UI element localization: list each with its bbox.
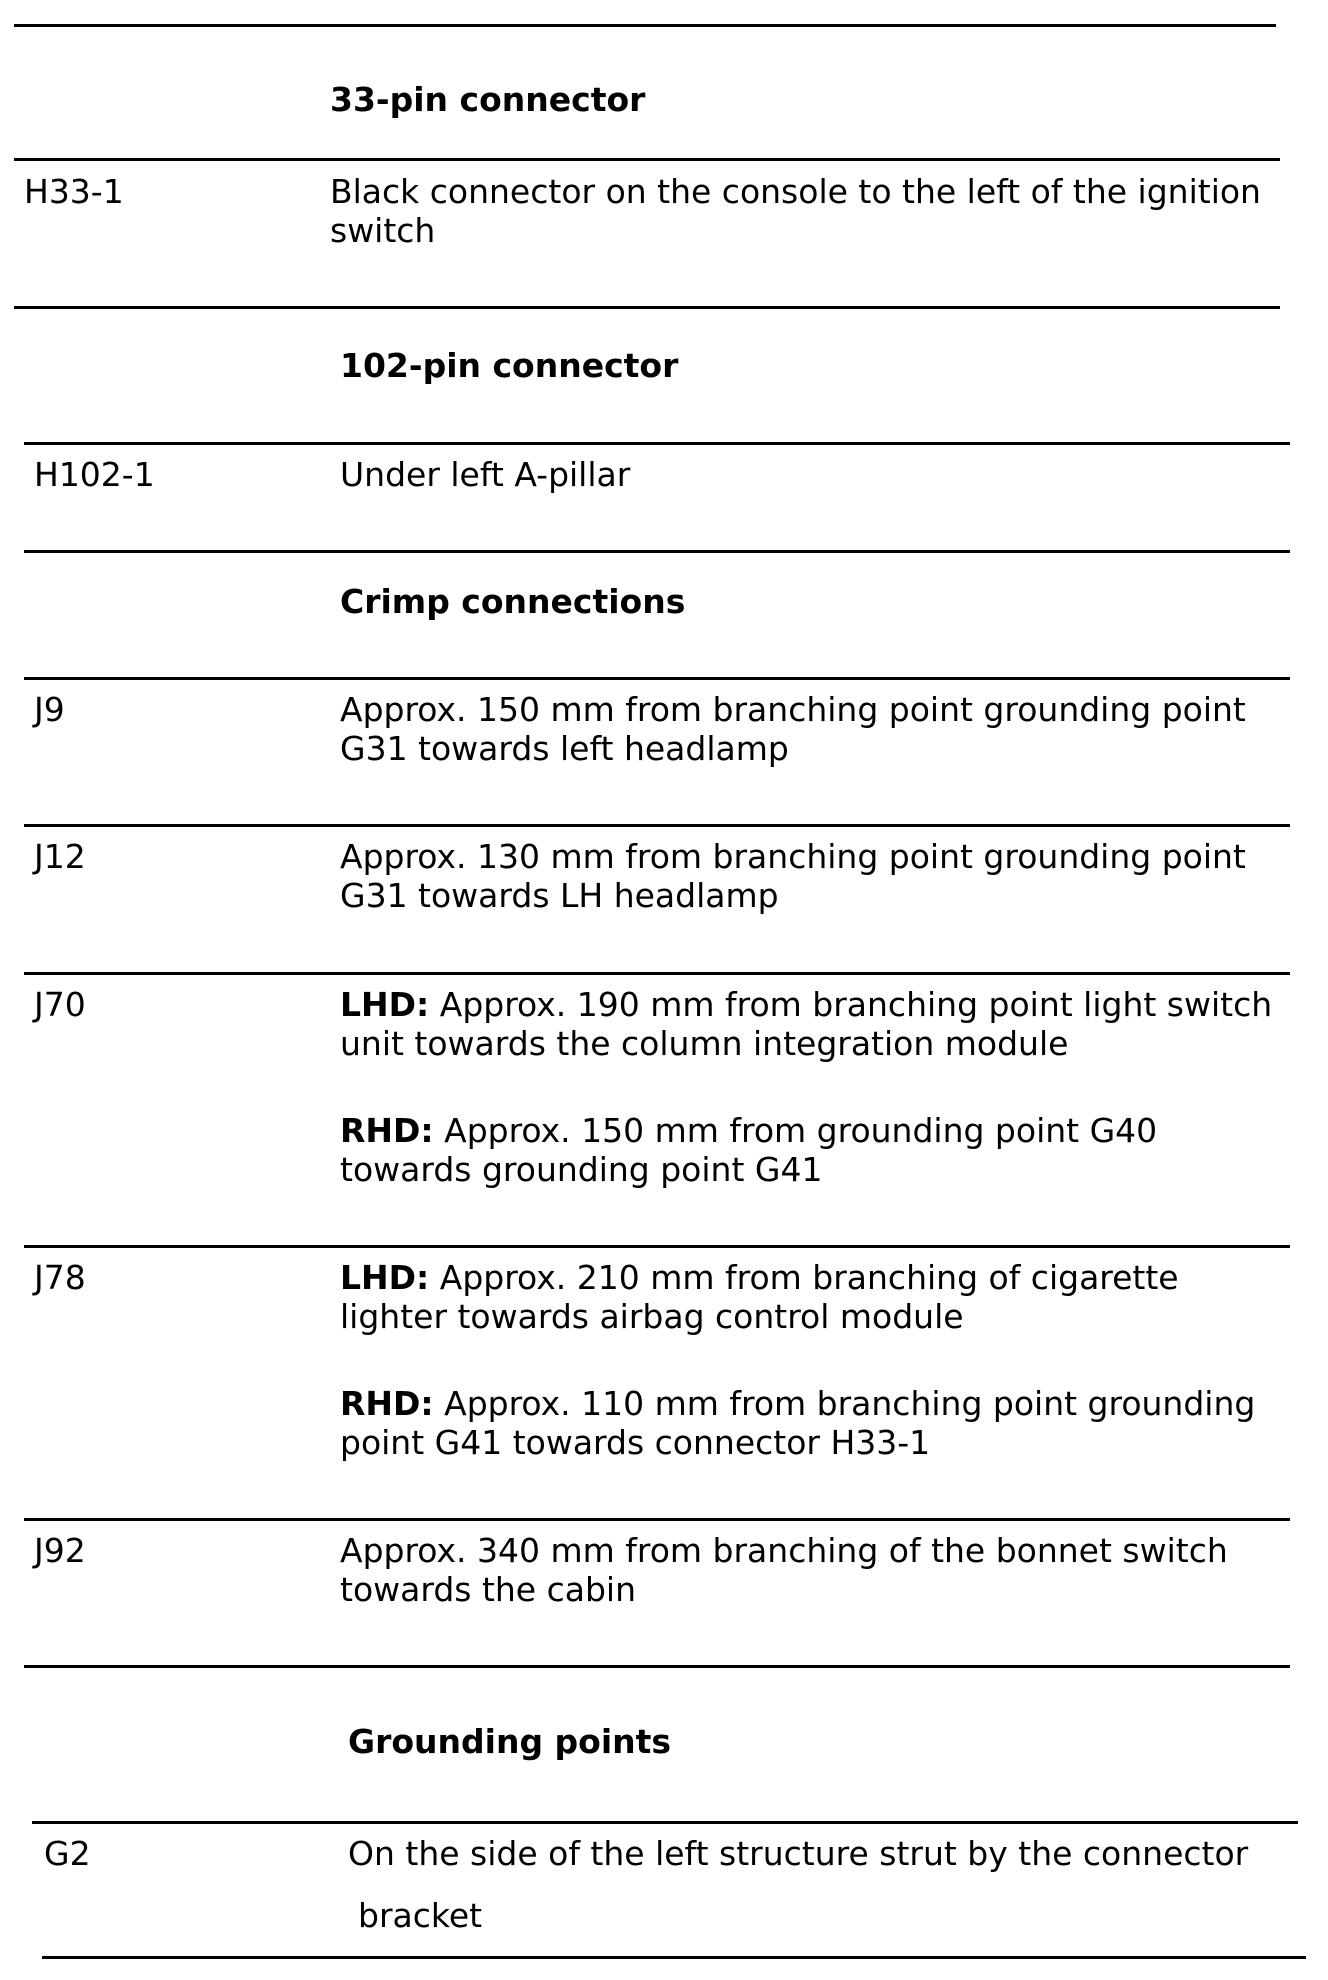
connector-id: H33-1 [24,172,124,211]
rhd-text: Approx. 150 mm from grounding point G40 [433,1111,1158,1150]
table-rule [24,972,1290,975]
table-rule [42,1956,1306,1959]
connector-id: G2 [44,1834,91,1873]
location-text: Approx. 130 mm from branching point grounding point [340,837,1246,876]
location-text [340,1258,1179,1298]
lhd-text: Approx. 210 mm from branching of cigarette [429,1258,1179,1297]
table-rule [24,550,1290,553]
location-text: Approx. 340 mm from branching of the bonnet switch [340,1531,1228,1570]
table-rule [14,306,1280,309]
connector-id: J70 [34,985,86,1024]
location-text [340,1111,1157,1151]
lhd-text: Approx. 190 mm from branching point light switch [429,985,1273,1024]
table-rule [24,442,1290,445]
location-text: unit towards the column integration module [340,1024,1069,1063]
location-text: Under left A-pillar [340,455,631,494]
location-text: G31 towards LH headlamp [340,876,779,915]
table-rule [24,1665,1290,1668]
table-rule [24,824,1290,827]
table-rule [24,1518,1290,1521]
location-text: G31 towards left headlamp [340,729,789,768]
table-rule [24,1245,1290,1248]
rhd-text: Approx. 110 mm from branching point grounding [433,1384,1256,1423]
location-text [340,1384,1255,1424]
location-text: lighter towards airbag control module [340,1297,964,1336]
location-text: towards grounding point G41 [340,1150,823,1189]
location-text [340,985,1272,1025]
table-rule [14,24,1276,27]
location-text: bracket [358,1896,483,1935]
location-text: Black connector on the console to the left of the ignition [330,172,1261,211]
section-heading: Crimp connections [340,582,686,621]
location-text: point G41 towards connector H33-1 [340,1423,931,1462]
location-text: switch [330,211,436,250]
table-rule [14,158,1280,161]
table-rule [32,1821,1298,1824]
lhd-label: LHD: [340,1258,430,1297]
connector-id: J92 [34,1531,86,1570]
rhd-label: RHD: [340,1111,434,1150]
location-text: On the side of the left structure strut by the connector [348,1834,1249,1873]
rhd-label: RHD: [340,1384,434,1423]
section-heading: 33-pin connector [330,80,646,119]
connector-id: J9 [34,690,65,729]
location-text: towards the cabin [340,1570,637,1609]
connector-id: J12 [34,837,86,876]
section-heading: Grounding points [348,1722,672,1761]
connector-id: H102-1 [34,455,155,494]
connector-id: J78 [34,1258,86,1297]
section-heading: 102-pin connector [340,346,679,385]
location-text: Approx. 150 mm from branching point grounding point [340,690,1246,729]
table-rule [24,677,1290,680]
lhd-label: LHD: [340,985,430,1024]
